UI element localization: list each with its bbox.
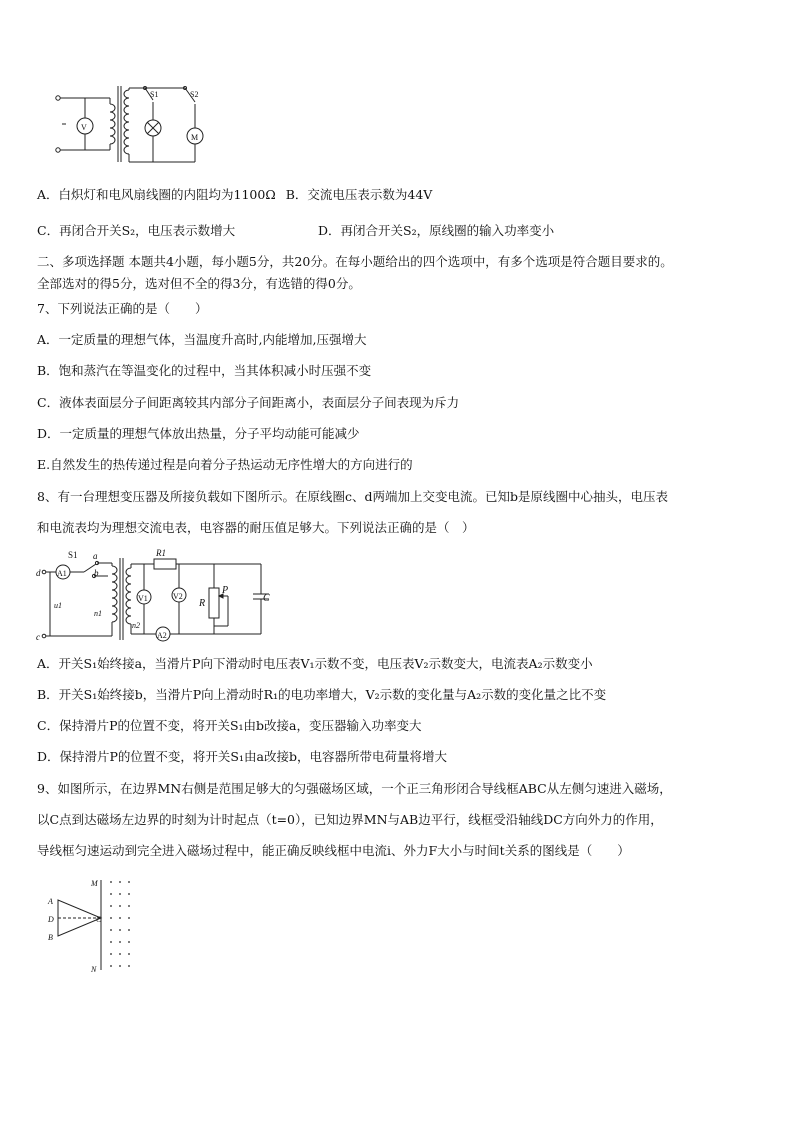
q6-option-c: C．再闭合开关S₂，电压表示数增大 [37,223,236,238]
slider-p-label: P [222,585,229,596]
voltmeter-v2-label: V2 [173,592,183,601]
vertex-a-label: A [48,897,53,906]
section2-instructions-2: 全部选对的得5分，选对但不全的得3分，有选错的得0分。 [37,276,361,291]
q7-option-c: C．液体表面层分子间距离较其内部分子间距离小，表面层分子间表现为斥力 [37,395,460,410]
turns-n1-label: n1 [94,609,102,618]
q7-option-a: A．一定质量的理想气体，当温度升高时,内能增加,压强增大 [37,332,367,347]
motor-label: M [191,133,199,142]
magnetic-field-dots [110,881,130,967]
figure-transformer-circuit [36,546,276,646]
resistor-r-label: R [199,598,206,609]
q8-option-a: A．开关S₁始终接a，当滑片P向下滑动时电压表V₁示数不变，电压表V₂示数变大，电流表A₂示数变小 [37,656,593,671]
q6-options-cd [37,222,554,240]
q8-option-c: C．保持滑片P的位置不变，将开关S₁由b改接a，变压器输入功率变大 [37,718,422,733]
vertex-b-label: B [48,933,53,942]
q7-stem: 7、下列说法正确的是（ ） [37,301,208,316]
voltmeter-v1-label: V1 [138,594,148,603]
switch-s2-label: S2 [190,90,199,99]
terminal-d-label: d [36,568,41,578]
q7-option-d: D．一定质量的理想气体放出热量，分子平均动能可能减少 [37,426,360,441]
q6-option-a: A．白炽灯和电风扇线圈的内阻均为1100Ω [37,187,276,202]
point-d-label: D [48,915,54,924]
q7-option-e: E.自然发生的热传递过程是向着分子热运动无序性增大的方向进行的 [37,457,413,472]
boundary-m-label: M [91,879,98,888]
vertex-c-label: C [96,915,102,924]
q7-option-b: B．饱和蒸汽在等温变化的过程中，当其体积减小时压强不变 [37,363,372,378]
switch-s1-label: S1 [150,90,159,99]
voltage-u1-label: u1 [54,601,62,610]
boundary-n-label: N [91,965,97,974]
q6-options-ab [37,186,432,204]
q8-option-d: D．保持滑片P的位置不变，将开关S₁由a改接b，电容器所带电荷量将增大 [37,749,447,764]
resistor-r1-label: R1 [156,548,166,558]
contact-b-label: b [94,568,99,578]
capacitor-c-label: C [263,593,270,604]
q9-stem-2: 以C点到达磁场左边界的时刻为计时起点（t=0），已知边界MN与AB边平行，线框受沿轴线DC方向外力的作用， [37,812,663,827]
ammeter-a2-label: A2 [157,631,167,640]
q6-option-d: D．再闭合开关S₂，原线圈的输入功率变小 [317,223,555,238]
switch-s1-label: S1 [68,550,78,560]
turns-n2-label: n2 [132,621,140,630]
voltmeter-label: V [81,123,87,132]
q9-stem-1: 9、如图所示，在边界MN右侧是范围足够大的匀强磁场区域，一个正三角形闭合导线框ABC从左侧匀速进入磁场， [37,781,672,796]
section2-instructions-1: 二、多项选择题 本题共4小题，每小题5分，共20分。在每小题给出的四个选项中，有多个选项是符合题目要求的。 [37,254,673,269]
ammeter-a1-label: A1 [57,569,67,578]
q8-stem-1: 8、有一台理想变压器及所接负载如下图所示。在原线圈c、d两端加上交变电流。已知b是原线圈中心抽头，电压表 [37,489,668,504]
figure-transformer-lamp-motor [50,80,220,170]
q8-option-b: B．开关S₁始终接b，当滑片P向上滑动时R₁的电功率增大，V₂示数的变化量与A₂示数的变化量之比不变 [37,687,607,702]
q8-stem-2: 和电流表均为理想交流电表，电容器的耐压值足够大。下列说法正确的是（ ） [37,520,475,535]
contact-a-label: a [93,551,98,561]
q9-stem-3: 导线框匀速运动到完全进入磁场过程中，能正确反映线框中电流i、外力F大小与时间t关系的图线是（ ） [37,843,630,858]
figure-triangle-field [46,874,146,976]
terminal-c-label: c [36,632,40,642]
q6-option-b: B．交流电压表示数为44V [285,187,433,202]
